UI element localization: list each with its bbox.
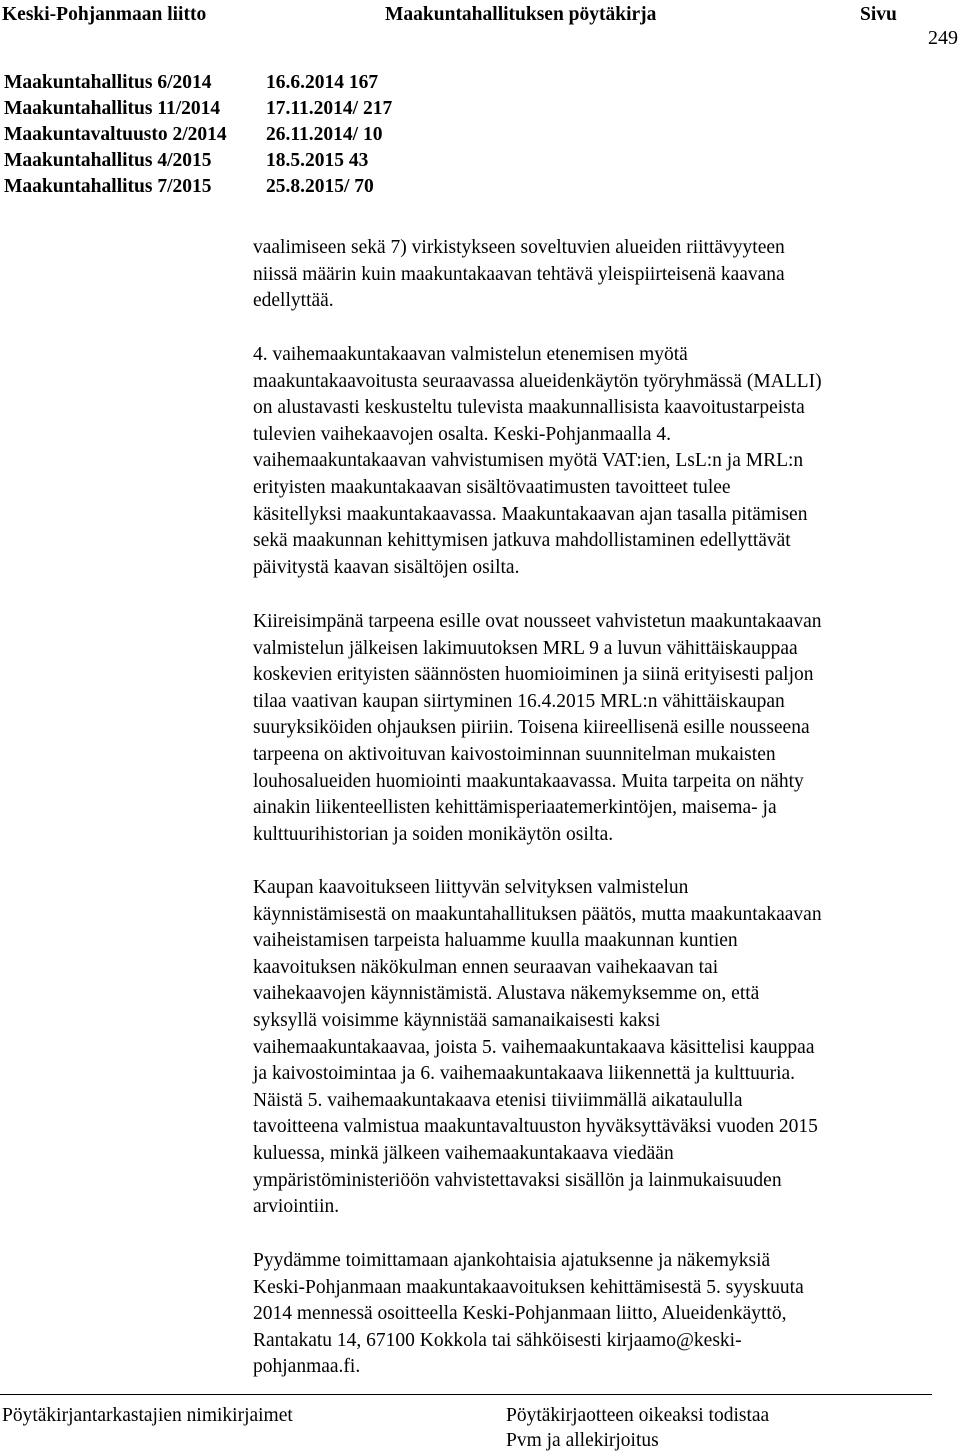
text-line: pohjanmaa.fi. (253, 1356, 361, 1378)
footer-inspectors-initials: Pöytäkirjantarkastajien nimikirjaimet (2, 1405, 293, 1426)
text-line: louhosalueiden huomiointi maakuntakaavassa. Muita tarpeita on nähty (253, 770, 804, 792)
text-line: Kaupan kaavoitukseen liittyvän selvityksen valmistelun (253, 877, 689, 898)
text-line: koskevien erityisten säännösten huomioiminen ja siinä erityisesti paljon (253, 664, 814, 686)
text-line: maakuntakaavoitusta seuraavassa alueidenkäytön työryhmässä (MALLI) (253, 370, 822, 392)
reference-date-section: 17.11.2014/ 217 (266, 98, 393, 119)
reference-date-section: 25.8.2015/ 70 (266, 176, 374, 197)
body-paragraph-2 (253, 342, 943, 581)
text-line: tarpeena on aktivoituvan kaivostoiminnan suunnitelman mukaisten (253, 743, 776, 765)
text-line: erityisten maakuntakaavan sisältövaatimusten tavoitteet tulee (253, 476, 731, 498)
reference-meeting: Maakuntahallitus 7/2015 (4, 176, 212, 197)
text-line: vaihekaavojen käynnistämistä. Alustava näkemyksemme on, että (253, 983, 760, 1005)
text-line: Näistä 5. vaihemaakuntakaava etenisi tiiviimmällä aikataululla (253, 1089, 743, 1111)
body-paragraph-4 (253, 875, 943, 1221)
text-line: Rantakatu 14, 67100 Kokkola tai sähköisesti kirjaamo@keski- (253, 1329, 742, 1351)
text-line: ympäristöministeriöön vahvistettavaksi sisällön ja lainmukaisuuden (253, 1169, 782, 1191)
text-line: Pyydämme toimittamaan ajankohtaisia ajatuksenne ja näkemyksiä (253, 1250, 771, 1271)
text-line: kaavoituksen näkökulman ennen seuraavan vaihekaavan tai (253, 956, 719, 978)
text-line: 4. vaihemaakuntakaavan valmistelun etenemisen myötä (253, 344, 688, 365)
text-line: suuryksiköiden ohjauksen piiriin. Toisena kiireellisenä esille nousseena (253, 717, 810, 739)
text-line: vaiheistamisen tarpeista haluamme kuulla maakunnan kuntien (253, 930, 738, 952)
text-line: kulttuurihistorian ja soiden monikäytön osilta. (253, 823, 614, 845)
body-paragraph-1 (253, 235, 943, 315)
reference-meeting: Maakuntavaltuusto 2/2014 (4, 124, 227, 145)
text-line: vaalimiseen sekä 7) virkistykseen soveltuvien alueiden riittävyyteen (253, 237, 785, 258)
text-line: vaihemaakuntakaavaa, joista 5. vaihemaakuntakaava käsittelisi kauppaa (253, 1036, 815, 1058)
footer-divider (0, 1394, 932, 1395)
text-line: ja kaivostoimintaa ja 6. vaihemaakuntakaava liikennettä ja kulttuuria. (253, 1063, 796, 1085)
body-paragraph-5 (253, 1248, 943, 1381)
text-line: niissä määrin kuin maakuntakaavan tehtävä yleispiirteisenä kaavana (253, 263, 785, 285)
text-line: 2014 mennessä osoitteella Keski-Pohjanmaan liitto, Alueidenkäyttö, (253, 1303, 787, 1325)
text-line: syksyllä voisimme käynnistää samanaikaisesti kaksi (253, 1009, 661, 1031)
reference-date-section: 26.11.2014/ 10 (266, 124, 383, 145)
text-line: ainakin liikenteellisten kehittämisperiaatemerkintöjen, maisema- ja (253, 797, 777, 819)
text-line: päivitystä kaavan sisältöjen osilta. (253, 556, 520, 578)
text-line: sekä maakunnan kehittymisen jatkuva mahdollistaminen edellyttävät (253, 530, 791, 552)
header-organization: Keski-Pohjanmaan liitto (2, 4, 207, 25)
reference-date-section: 16.6.2014 167 (266, 72, 379, 93)
footer-date-signature: Pvm ja allekirjoitus (506, 1430, 659, 1451)
text-line: tilaa vaativan kaupan siirtyminen 16.4.2015 MRL:n vähittäiskaupan (253, 690, 785, 712)
footer-certification: Pöytäkirjaotteen oikeaksi todistaa (506, 1405, 770, 1426)
header-page-label: Sivu (860, 4, 897, 25)
text-line: käynnistämisestä on maakuntahallituksen päätös, mutta maakuntakaavan (253, 903, 822, 925)
text-line: on alustavasti keskusteltu tulevista maakunnallisista kaavoitustarpeista (253, 397, 805, 419)
text-line: Kiireisimpänä tarpeena esille ovat nousseet vahvistetun maakuntakaavan (253, 611, 822, 632)
text-line: valmistelun jälkeisen lakimuutoksen MRL 9 a luvun vähittäiskauppaa (253, 637, 798, 659)
header-document-title: Maakuntahallituksen pöytäkirja (385, 4, 657, 25)
text-line: tulevien vaihekaavojen osalta. Keski-Pohjanmaalla 4. (253, 423, 672, 445)
reference-date-section: 18.5.2015 43 (266, 150, 369, 171)
text-line: edellyttää. (253, 290, 334, 312)
text-line: käsitellyksi maakuntakaavassa. Maakuntakaavan ajan tasalla pitämisen (253, 503, 808, 525)
reference-meeting: Maakuntahallitus 11/2014 (4, 98, 221, 119)
text-line: Keski-Pohjanmaan maakuntakaavoituksen kehittämisestä 5. syyskuuta (253, 1276, 804, 1298)
reference-meeting: Maakuntahallitus 6/2014 (4, 72, 212, 93)
body-paragraph-3 (253, 609, 943, 848)
reference-meeting: Maakuntahallitus 4/2015 (4, 150, 212, 171)
text-line: tavoitteena valmistua maakuntavaltuuston hyväksyttäväksi vuoden 2015 (253, 1116, 818, 1138)
page-number: 249 (928, 27, 958, 49)
text-line: kuluessa, minkä jälkeen vaihemaakuntakaava viedään (253, 1142, 674, 1164)
text-line: vaihemaakuntakaavan vahvistumisen myötä VAT:ien, LsL:n ja MRL:n (253, 450, 804, 472)
text-line: arviointiin. (253, 1196, 340, 1218)
